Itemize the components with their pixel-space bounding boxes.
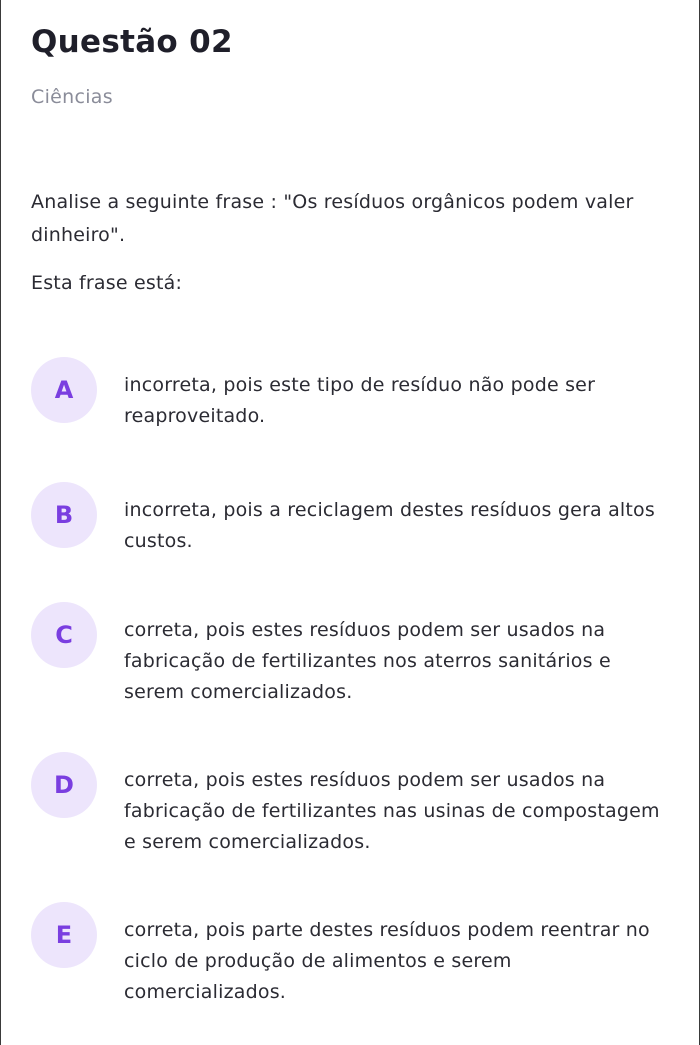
- option-text: correta, pois parte destes resíduos podem reentrar no ciclo de produção de alimentos e serem comercializados.: [124, 919, 650, 1003]
- option-letter-badge: B: [31, 482, 97, 548]
- option-letter-badge: E: [31, 902, 97, 968]
- option-text: correta, pois estes resíduos podem ser usados na fabricação de fertilizantes nas usinas de compostagem e serem comercializados.: [124, 769, 660, 853]
- question-subject: Ciências: [31, 86, 113, 108]
- option-letter-badge: C: [31, 602, 97, 668]
- question-title: Questão 02: [31, 24, 233, 60]
- question-prompt: Esta frase está:: [31, 272, 183, 294]
- option-text: incorreta, pois a reciclagem destes resíduos gera altos custos.: [124, 499, 655, 552]
- option-letter-badge: A: [31, 357, 97, 423]
- question-statement: Analise a seguinte frase : "Os resíduos orgânicos podem valer dinheiro".: [31, 191, 634, 246]
- option-text: correta, pois estes resíduos podem ser usados na fabricação de fertilizantes nos aterros sanitários e serem comercializados.: [124, 619, 611, 703]
- option-text: incorreta, pois este tipo de resíduo não pode ser reaproveitado.: [124, 374, 596, 427]
- option-letter-badge: D: [31, 752, 97, 818]
